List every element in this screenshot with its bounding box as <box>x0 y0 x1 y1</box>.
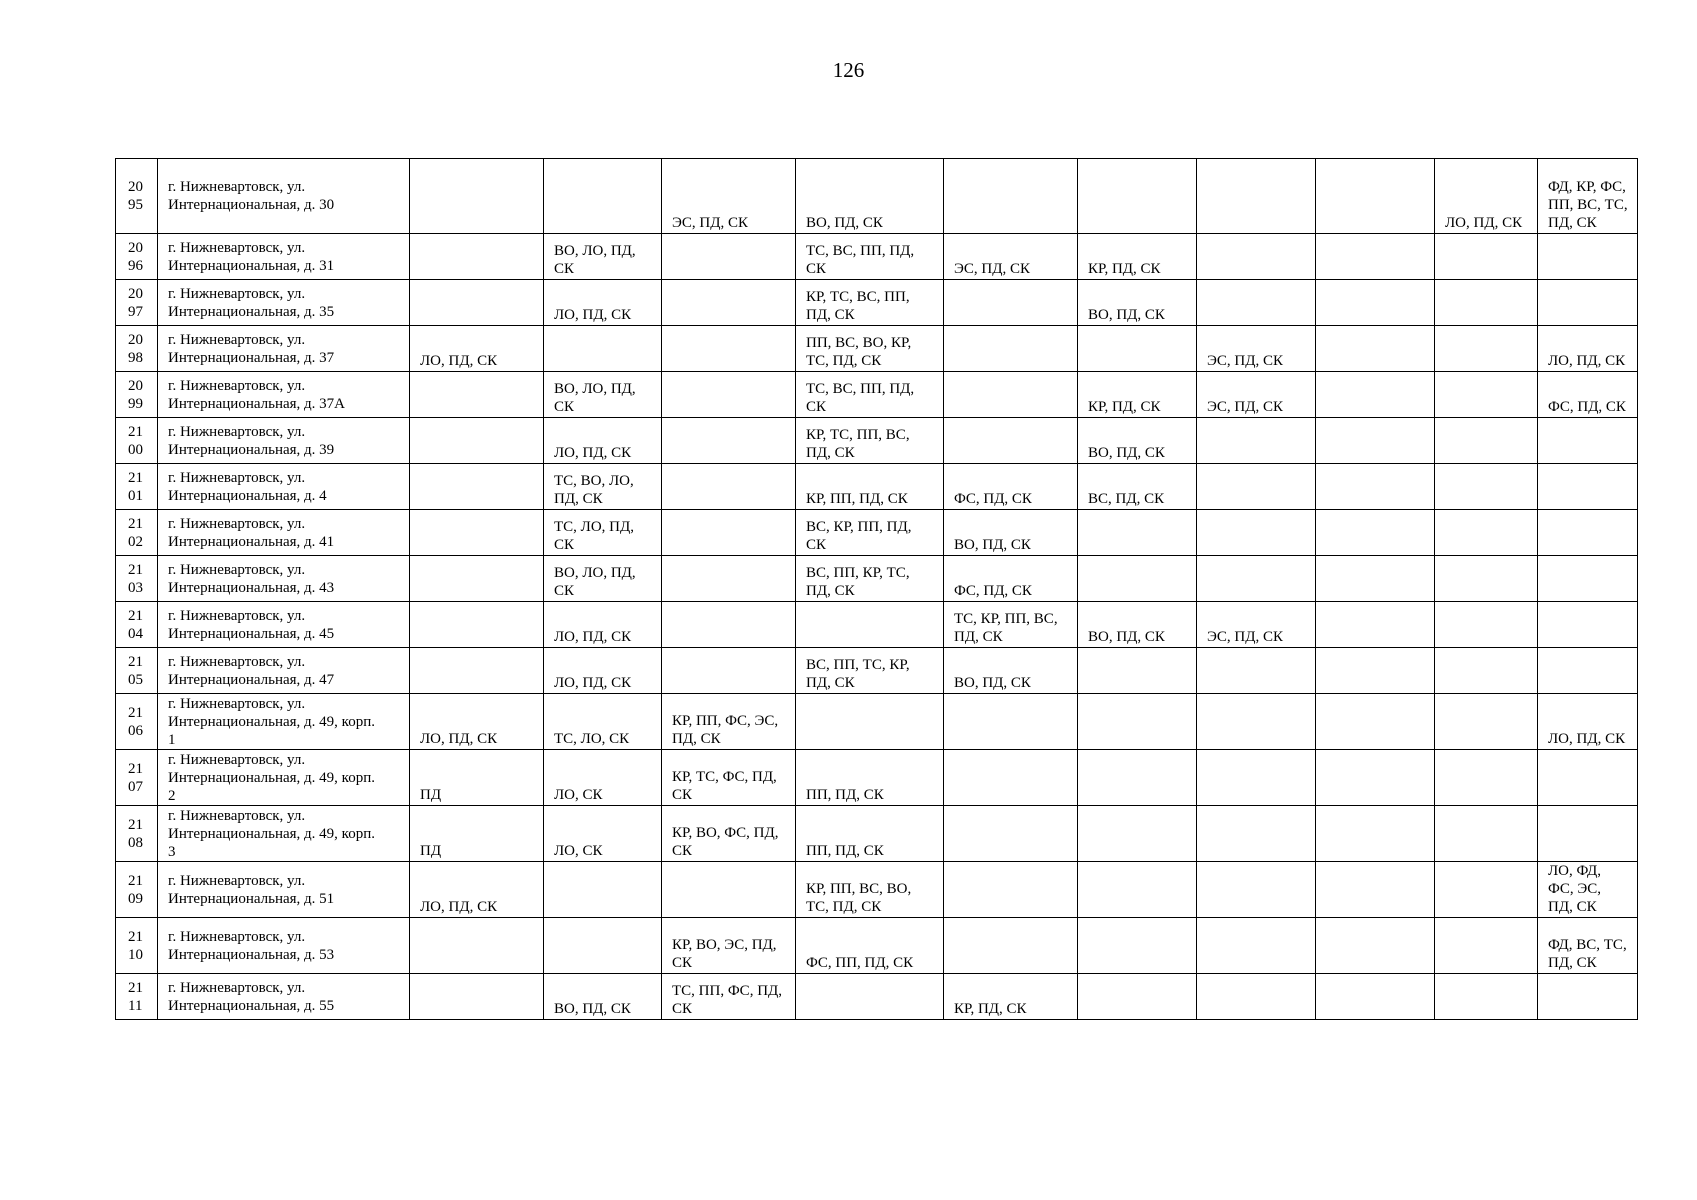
row-number: 20 99 <box>116 372 158 418</box>
code-cell <box>410 372 544 418</box>
code-cell <box>796 974 944 1020</box>
address-line: Интернациональная, д. 49, корп. <box>168 825 375 842</box>
code-cell: ВО, ПД, СК <box>1078 280 1197 326</box>
row-number: 21 05 <box>116 648 158 694</box>
row-number: 21 00 <box>116 418 158 464</box>
code-cell <box>662 510 796 556</box>
address-line: г. Нижневартовск, ул. <box>168 751 306 768</box>
code-cell: ВО, ЛО, ПД, СК <box>544 372 662 418</box>
code-cell <box>1316 862 1435 918</box>
code-cell <box>1316 372 1435 418</box>
code-cell <box>1316 648 1435 694</box>
code-cell <box>544 326 662 372</box>
code-cell: ЛО, СК <box>544 806 662 862</box>
code-cell: ЛО, ПД, СК <box>1435 159 1538 234</box>
code-cell <box>1435 556 1538 602</box>
code-cell: ФС, ПД, СК <box>1538 372 1638 418</box>
code-cell <box>662 234 796 280</box>
code-cell: КР, ВО, ФС, ПД, СК <box>662 806 796 862</box>
table-row <box>116 648 1638 694</box>
table-row <box>116 974 1638 1020</box>
row-number: 21 07 <box>116 750 158 806</box>
code-cell <box>1197 464 1316 510</box>
code-cell <box>1316 806 1435 862</box>
code-cell: КР, ПД, СК <box>1078 234 1197 280</box>
address-cell <box>158 372 410 418</box>
code-cell <box>1435 372 1538 418</box>
code-cell <box>1316 418 1435 464</box>
code-cell <box>662 418 796 464</box>
code-cell <box>1316 750 1435 806</box>
address-cell <box>158 418 410 464</box>
code-cell <box>944 862 1078 918</box>
row-number: 21 01 <box>116 464 158 510</box>
code-cell <box>1316 464 1435 510</box>
code-cell: ЛО, ПД, СК <box>544 280 662 326</box>
table-body <box>116 159 1638 1020</box>
code-cell <box>1435 464 1538 510</box>
code-cell: ВО, ЛО, ПД, СК <box>544 556 662 602</box>
code-cell: КР, ТС, ВС, ПП, ПД, СК <box>796 280 944 326</box>
code-cell <box>796 602 944 648</box>
address-line: Интернациональная, д. 49, корп. <box>168 769 375 786</box>
code-cell: ФД, КР, ФС, ПП, ВС, ТС, ПД, СК <box>1538 159 1638 234</box>
code-cell: КР, ВО, ЭС, ПД, СК <box>662 918 796 974</box>
address-cell <box>158 806 410 862</box>
code-cell <box>1197 556 1316 602</box>
code-cell <box>410 234 544 280</box>
code-cell <box>1435 418 1538 464</box>
address-cell <box>158 326 410 372</box>
address-line: Интернациональная, д. 41 <box>168 533 335 550</box>
code-cell <box>662 464 796 510</box>
address-line: 3 <box>168 843 176 860</box>
code-cell <box>1197 918 1316 974</box>
code-cell <box>944 418 1078 464</box>
code-cell: КР, ПД, СК <box>1078 372 1197 418</box>
code-cell <box>1078 806 1197 862</box>
code-cell: ЛО, ФД, ФС, ЭС, ПД, СК <box>1538 862 1638 918</box>
address-line: г. Нижневартовск, ул. <box>168 695 306 712</box>
address-line: г. Нижневартовск, ул. <box>168 807 306 824</box>
row-number: 21 06 <box>116 694 158 750</box>
code-cell <box>1316 280 1435 326</box>
code-cell: ЛО, ПД, СК <box>410 326 544 372</box>
code-cell: ТС, ПП, ФС, ПД, СК <box>662 974 796 1020</box>
code-cell: ВС, ПД, СК <box>1078 464 1197 510</box>
code-cell: КР, ПД, СК <box>944 974 1078 1020</box>
address-line: Интернациональная, д. 30 <box>168 197 335 213</box>
code-cell <box>1435 602 1538 648</box>
code-cell: ЭС, ПД, СК <box>1197 372 1316 418</box>
address-line: г. Нижневартовск, ул. <box>168 469 306 486</box>
code-cell: ЭС, ПД, СК <box>1197 326 1316 372</box>
address-line: Интернациональная, д. 37 <box>168 349 335 366</box>
address-line: Интернациональная, д. 47 <box>168 671 335 688</box>
code-cell <box>1197 806 1316 862</box>
address-line: Интернациональная, д. 39 <box>168 441 335 458</box>
code-cell <box>410 510 544 556</box>
code-cell <box>662 326 796 372</box>
address-line: 1 <box>168 731 176 748</box>
code-cell <box>944 326 1078 372</box>
table-row <box>116 418 1638 464</box>
code-cell <box>410 602 544 648</box>
code-cell <box>1538 464 1638 510</box>
code-cell: ФС, ПД, СК <box>944 556 1078 602</box>
code-cell <box>410 159 544 234</box>
address-line: Интернациональная, д. 4 <box>168 487 327 504</box>
address-line: г. Нижневартовск, ул. <box>168 653 306 670</box>
table-row <box>116 326 1638 372</box>
code-cell <box>1078 750 1197 806</box>
code-cell: ВО, ЛО, ПД, СК <box>544 234 662 280</box>
code-cell <box>1435 234 1538 280</box>
code-cell: ФД, ВС, ТС, ПД, СК <box>1538 918 1638 974</box>
address-line: г. Нижневартовск, ул. <box>168 423 306 440</box>
address-line: Интернациональная, д. 43 <box>168 579 335 596</box>
code-cell: ПД <box>410 806 544 862</box>
row-number: 21 10 <box>116 918 158 974</box>
table-row <box>116 602 1638 648</box>
code-cell: ПП, ПД, СК <box>796 806 944 862</box>
table-row <box>116 556 1638 602</box>
address-cell <box>158 280 410 326</box>
address-cell <box>158 648 410 694</box>
address-line: г. Нижневартовск, ул. <box>168 607 306 624</box>
code-cell <box>1316 326 1435 372</box>
code-cell <box>410 280 544 326</box>
code-cell <box>410 418 544 464</box>
code-cell <box>1197 974 1316 1020</box>
code-cell: ФС, ПП, ПД, СК <box>796 918 944 974</box>
code-cell: ТС, ЛО, ПД, СК <box>544 510 662 556</box>
code-cell: ФС, ПД, СК <box>944 464 1078 510</box>
table-row <box>116 694 1638 750</box>
code-cell <box>1078 648 1197 694</box>
code-cell: ТС, ВО, ЛО, ПД, СК <box>544 464 662 510</box>
address-line: Интернациональная, д. 55 <box>168 997 335 1014</box>
address-cell <box>158 602 410 648</box>
code-cell <box>1316 694 1435 750</box>
code-cell <box>1435 326 1538 372</box>
row-number: 21 11 <box>116 974 158 1020</box>
code-cell: КР, ТС, ПП, ВС, ПД, СК <box>796 418 944 464</box>
table-row <box>116 234 1638 280</box>
code-cell <box>1316 974 1435 1020</box>
code-cell <box>544 918 662 974</box>
address-cell <box>158 510 410 556</box>
code-cell <box>1435 648 1538 694</box>
table-row <box>116 750 1638 806</box>
table-row <box>116 862 1638 918</box>
code-cell: ВО, ПД, СК <box>796 159 944 234</box>
code-cell <box>1538 974 1638 1020</box>
address-line: г. Нижневартовск, ул. <box>168 561 306 578</box>
code-cell <box>1538 806 1638 862</box>
code-cell: ЛО, ПД, СК <box>544 602 662 648</box>
address-cell <box>158 556 410 602</box>
code-cell <box>1078 326 1197 372</box>
code-cell <box>1078 159 1197 234</box>
code-cell <box>1078 510 1197 556</box>
code-cell: КР, ПП, ФС, ЭС, ПД, СК <box>662 694 796 750</box>
code-cell: ВО, ПД, СК <box>944 648 1078 694</box>
address-cell <box>158 464 410 510</box>
code-cell <box>1316 602 1435 648</box>
address-line: г. Нижневартовск, ул. <box>168 979 306 996</box>
code-cell: ПД <box>410 750 544 806</box>
code-cell <box>1197 159 1316 234</box>
code-cell <box>1435 280 1538 326</box>
code-cell: ЛО, СК <box>544 750 662 806</box>
address-line: Интернациональная, д. 31 <box>168 257 335 274</box>
address-cell <box>158 234 410 280</box>
code-cell: ЭС, ПД, СК <box>944 234 1078 280</box>
code-cell: КР, ПП, ПД, СК <box>796 464 944 510</box>
code-cell <box>662 862 796 918</box>
row-number: 21 08 <box>116 806 158 862</box>
code-cell <box>410 556 544 602</box>
code-cell <box>1538 556 1638 602</box>
address-cell <box>158 694 410 750</box>
code-cell <box>1197 234 1316 280</box>
code-cell <box>796 694 944 750</box>
code-cell: КР, ПП, ВС, ВО, ТС, ПД, СК <box>796 862 944 918</box>
table-row <box>116 918 1638 974</box>
code-cell <box>1197 510 1316 556</box>
code-cell <box>1197 750 1316 806</box>
address-line: г. Нижневартовск, ул. <box>168 377 306 394</box>
table-row <box>116 806 1638 862</box>
code-cell <box>1435 510 1538 556</box>
code-cell <box>1538 648 1638 694</box>
code-cell: ВО, ПД, СК <box>1078 418 1197 464</box>
table-row <box>116 510 1638 556</box>
code-cell: ЭС, ПД, СК <box>1197 602 1316 648</box>
code-cell: ВО, ПД, СК <box>944 510 1078 556</box>
code-cell <box>1316 234 1435 280</box>
address-cell <box>158 918 410 974</box>
data-table <box>115 158 1638 1020</box>
code-cell: ЛО, ПД, СК <box>1538 694 1638 750</box>
code-cell <box>1435 862 1538 918</box>
code-cell: ЛО, ПД, СК <box>410 694 544 750</box>
code-cell <box>944 694 1078 750</box>
code-cell: ТС, ЛО, СК <box>544 694 662 750</box>
code-cell <box>944 750 1078 806</box>
code-cell: ТС, ВС, ПП, ПД, СК <box>796 234 944 280</box>
code-cell: ТС, КР, ПП, ВС, ПД, СК <box>944 602 1078 648</box>
row-number: 21 03 <box>116 556 158 602</box>
address-line: 2 <box>168 787 176 804</box>
code-cell <box>1316 918 1435 974</box>
code-cell: ЛО, ПД, СК <box>544 418 662 464</box>
code-cell <box>544 159 662 234</box>
address-line: г. Нижневартовск, ул. <box>168 872 306 889</box>
row-number: 21 04 <box>116 602 158 648</box>
code-cell <box>410 974 544 1020</box>
code-cell <box>1078 556 1197 602</box>
row-number: 20 95 <box>116 159 158 234</box>
code-cell <box>662 372 796 418</box>
code-cell: ЛО, ПД, СК <box>1538 326 1638 372</box>
code-cell <box>662 280 796 326</box>
address-line: Интернациональная, д. 35 <box>168 303 335 320</box>
row-number: 21 09 <box>116 862 158 918</box>
code-cell <box>1316 510 1435 556</box>
address-line: Интернациональная, д. 51 <box>168 890 335 907</box>
code-cell <box>1435 974 1538 1020</box>
code-cell <box>1435 806 1538 862</box>
code-cell <box>944 280 1078 326</box>
code-cell <box>944 159 1078 234</box>
code-cell <box>1435 694 1538 750</box>
code-cell: ЭС, ПД, СК <box>662 159 796 234</box>
code-cell: ВО, ПД, СК <box>1078 602 1197 648</box>
address-line: Интернациональная, д. 49, корп. <box>168 713 375 730</box>
address-cell <box>158 159 410 234</box>
address-line: г. Нижневартовск, ул. <box>168 928 306 945</box>
code-cell <box>1538 510 1638 556</box>
code-cell <box>1197 280 1316 326</box>
code-cell <box>1538 750 1638 806</box>
code-cell: ТС, ВС, ПП, ПД, СК <box>796 372 944 418</box>
code-cell <box>944 372 1078 418</box>
address-line: г. Нижневартовск, ул. <box>168 239 306 256</box>
row-number: 20 98 <box>116 326 158 372</box>
address-line: г. Нижневартовск, ул. <box>168 285 306 302</box>
address-line: г. Нижневартовск, ул. <box>168 179 306 195</box>
row-number: 20 96 <box>116 234 158 280</box>
table-row <box>116 159 1638 234</box>
address-line: г. Нижневартовск, ул. <box>168 331 306 348</box>
code-cell <box>1197 862 1316 918</box>
code-cell <box>1538 602 1638 648</box>
code-cell <box>1197 694 1316 750</box>
row-number: 20 97 <box>116 280 158 326</box>
code-cell <box>1078 862 1197 918</box>
code-cell <box>944 918 1078 974</box>
code-cell <box>1078 974 1197 1020</box>
code-cell <box>662 602 796 648</box>
code-cell <box>662 648 796 694</box>
code-cell <box>1197 648 1316 694</box>
code-cell: ВС, КР, ПП, ПД, СК <box>796 510 944 556</box>
code-cell: ВС, ПП, ТС, КР, ПД, СК <box>796 648 944 694</box>
code-cell <box>1078 918 1197 974</box>
address-cell <box>158 862 410 918</box>
code-cell: ПП, ВС, ВО, КР, ТС, ПД, СК <box>796 326 944 372</box>
code-cell <box>544 862 662 918</box>
address-line: Интернациональная, д. 37А <box>168 395 346 412</box>
code-cell <box>410 648 544 694</box>
code-cell <box>1538 418 1638 464</box>
code-cell: ПП, ПД, СК <box>796 750 944 806</box>
code-cell <box>944 806 1078 862</box>
code-cell: КР, ТС, ФС, ПД, СК <box>662 750 796 806</box>
code-cell <box>1435 918 1538 974</box>
code-cell: ВС, ПП, КР, ТС, ПД, СК <box>796 556 944 602</box>
address-cell <box>158 750 410 806</box>
table-row <box>116 464 1638 510</box>
code-cell: ЛО, ПД, СК <box>410 862 544 918</box>
code-cell <box>410 464 544 510</box>
code-cell: ЛО, ПД, СК <box>544 648 662 694</box>
page-number: 126 <box>832 58 865 82</box>
table-row <box>116 280 1638 326</box>
address-line: Интернациональная, д. 53 <box>168 946 335 963</box>
address-line: Интернациональная, д. 45 <box>168 625 335 642</box>
address-cell <box>158 974 410 1020</box>
row-number: 21 02 <box>116 510 158 556</box>
code-cell <box>1538 280 1638 326</box>
code-cell <box>1538 234 1638 280</box>
code-cell: ВО, ПД, СК <box>544 974 662 1020</box>
code-cell <box>1197 418 1316 464</box>
code-cell <box>1316 556 1435 602</box>
code-cell <box>1316 159 1435 234</box>
code-cell <box>1078 694 1197 750</box>
code-cell <box>1435 750 1538 806</box>
table-row <box>116 372 1638 418</box>
address-line: г. Нижневартовск, ул. <box>168 515 306 532</box>
code-cell <box>662 556 796 602</box>
code-cell <box>410 918 544 974</box>
